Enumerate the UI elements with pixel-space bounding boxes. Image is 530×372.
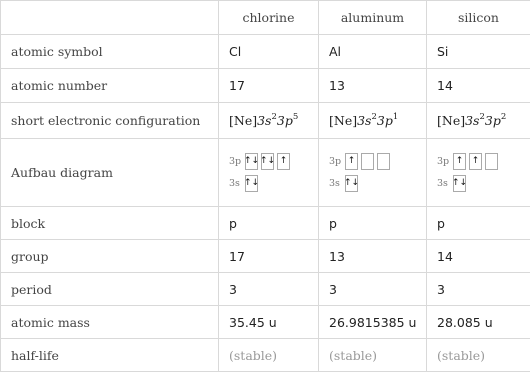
aufbau-diagram [427,139,530,207]
empty-orbital-box [377,153,390,170]
up-down-arrow-icon: ↑↓ [261,153,274,170]
table-row [1,69,530,103]
config-core: [Ne] [229,113,257,128]
table-row [1,306,530,339]
orbital-row-3s [229,173,308,195]
cell-value: Si [427,35,530,69]
electron-config [219,103,319,139]
table-row [1,139,530,207]
orbital-label: 3s [329,178,345,189]
cell-value: 13 [319,69,427,103]
row-label-block: block [1,207,219,240]
empty-orbital-box [361,153,374,170]
table-row [1,240,530,273]
config-s-exponent: 2 [271,112,276,122]
config-core: [Ne] [437,113,465,128]
aufbau-diagram [319,139,427,207]
table-row [1,273,530,306]
cell-value: 14 [427,69,530,103]
row-label-atomic-symbol: atomic symbol [1,35,219,69]
cell-value: 26.9815385 u [319,306,427,339]
corner-cell [1,1,219,35]
config-p-orbital: 3p [277,113,293,128]
cell-value: 3 [319,273,427,306]
orbital-label: 3s [437,178,453,189]
orbital-row-3p [329,151,416,173]
up-down-arrow-icon: ↑↓ [345,175,358,192]
config-p-orbital: 3p [377,113,393,128]
header-row [1,1,530,35]
cell-value: (stable) [427,339,530,372]
orbital-row-3s [329,173,416,195]
cell-value: p [319,207,427,240]
cell-value: 3 [427,273,530,306]
up-arrow-icon: ↑ [345,153,358,170]
orbital-label: 3s [229,178,245,189]
row-label-group: group [1,240,219,273]
config-p-exponent: 2 [501,112,506,122]
row-label-half-life: half-life [1,339,219,372]
cell-value: 35.45 u [219,306,319,339]
config-s-exponent: 2 [371,112,376,122]
cell-value: p [219,207,319,240]
empty-orbital-box [485,153,498,170]
table-row [1,207,530,240]
up-down-arrow-icon: ↑↓ [245,153,258,170]
config-s-orbital: 3s [465,113,479,128]
electron-config [319,103,427,139]
column-header-aluminum: aluminum [319,1,427,35]
row-label-short-config: short electronic configuration [1,103,219,139]
orbital-label: 3p [229,156,245,167]
table-row [1,35,530,69]
up-arrow-icon: ↑ [277,153,290,170]
config-s-orbital: 3s [257,113,271,128]
up-down-arrow-icon: ↑↓ [453,175,466,192]
orbital-row-3p [437,151,520,173]
row-label-atomic-number: atomic number [1,69,219,103]
aufbau-diagram [219,139,319,207]
cell-value: Cl [219,35,319,69]
column-header-chlorine: chlorine [219,1,319,35]
up-arrow-icon: ↑ [453,153,466,170]
cell-value: 17 [219,240,319,273]
cell-value: (stable) [319,339,427,372]
config-p-exponent: 1 [393,112,398,122]
cell-value: (stable) [219,339,319,372]
row-label-period: period [1,273,219,306]
config-s-orbital: 3s [357,113,371,128]
orbital-row-3p [229,151,308,173]
column-header-silicon: silicon [427,1,530,35]
orbital-label: 3p [329,156,345,167]
cell-value: 13 [319,240,427,273]
cell-value: 3 [219,273,319,306]
orbital-label: 3p [437,156,453,167]
config-s-exponent: 2 [479,112,484,122]
up-down-arrow-icon: ↑↓ [245,175,258,192]
config-p-exponent: 5 [293,112,298,122]
cell-value: Al [319,35,427,69]
table-row [1,103,530,139]
electron-config [427,103,530,139]
cell-value: p [427,207,530,240]
table-row [1,339,530,372]
config-p-orbital: 3p [485,113,501,128]
config-core: [Ne] [329,113,357,128]
cell-value: 17 [219,69,319,103]
orbital-row-3s [437,173,520,195]
row-label-aufbau: Aufbau diagram [1,139,219,207]
up-arrow-icon: ↑ [469,153,482,170]
cell-value: 14 [427,240,530,273]
cell-value: 28.085 u [427,306,530,339]
row-label-atomic-mass: atomic mass [1,306,219,339]
